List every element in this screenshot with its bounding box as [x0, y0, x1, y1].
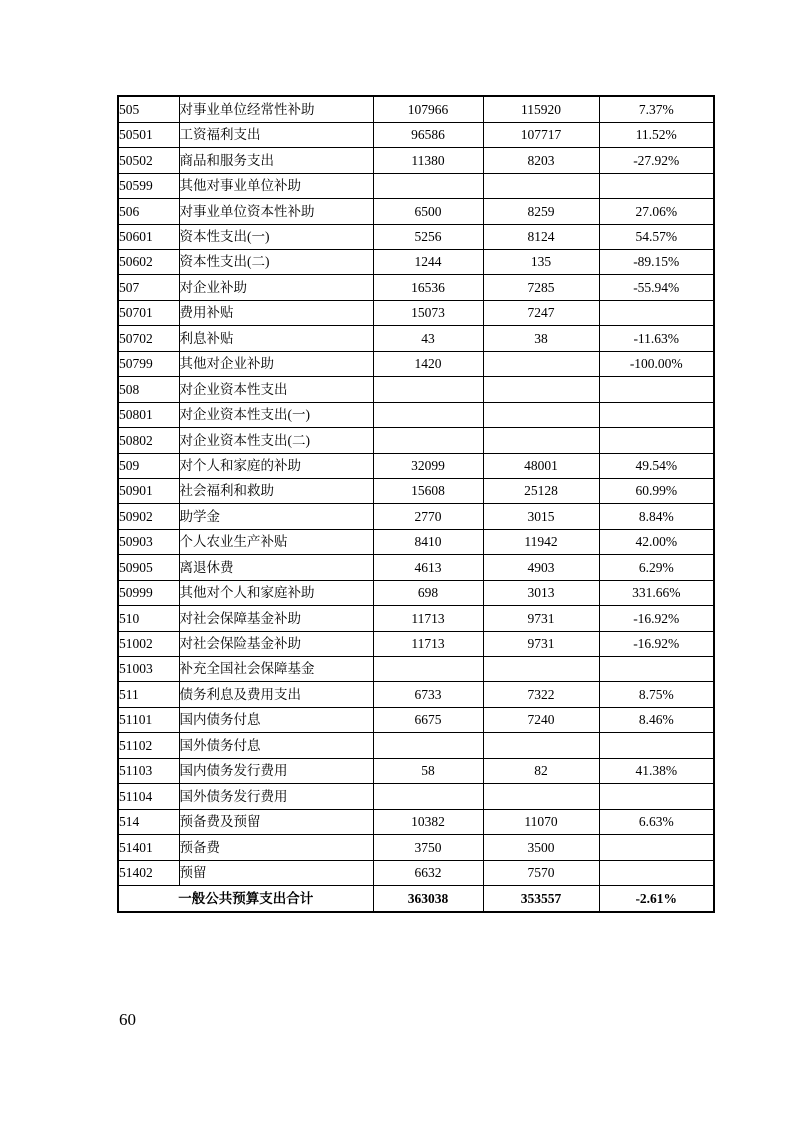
value-2-cell: 7247	[483, 300, 599, 325]
value-1-cell	[373, 657, 483, 682]
item-name-cell: 工资福利支出	[179, 122, 373, 147]
item-name-cell: 国外债务发行费用	[179, 784, 373, 809]
table-row	[118, 555, 714, 580]
item-name-cell: 对事业单位资本性补助	[179, 199, 373, 224]
code-cell: 510	[118, 606, 179, 631]
item-name-cell: 其他对个人和家庭补助	[179, 580, 373, 605]
code-cell: 50501	[118, 122, 179, 147]
value-1-cell: 6500	[373, 199, 483, 224]
item-name-cell: 社会福利和救助	[179, 478, 373, 503]
change-pct-cell	[599, 784, 714, 809]
value-2-cell: 8203	[483, 148, 599, 173]
item-name-cell: 资本性支出(一)	[179, 224, 373, 249]
value-1-cell	[373, 402, 483, 427]
code-cell: 50903	[118, 529, 179, 554]
value-2-cell: 107717	[483, 122, 599, 147]
value-1-cell	[373, 428, 483, 453]
total-label: 一般公共预算支出合计	[118, 886, 373, 912]
change-pct-cell	[599, 428, 714, 453]
change-pct-cell: -16.92%	[599, 631, 714, 656]
change-pct-cell: 41.38%	[599, 758, 714, 783]
item-name-cell: 对社会保险基金补助	[179, 631, 373, 656]
value-2-cell: 9731	[483, 631, 599, 656]
code-cell: 50599	[118, 173, 179, 198]
value-1-cell: 10382	[373, 809, 483, 834]
change-pct-cell: 54.57%	[599, 224, 714, 249]
value-2-cell: 3013	[483, 580, 599, 605]
budget-table	[117, 95, 715, 913]
value-1-cell: 43	[373, 326, 483, 351]
value-1-cell: 16536	[373, 275, 483, 300]
item-name-cell: 债务利息及费用支出	[179, 682, 373, 707]
value-2-cell: 38	[483, 326, 599, 351]
table-row	[118, 199, 714, 224]
value-1-cell: 3750	[373, 835, 483, 860]
value-2-cell: 8259	[483, 199, 599, 224]
value-2-cell: 7285	[483, 275, 599, 300]
code-cell: 511	[118, 682, 179, 707]
item-name-cell: 个人农业生产补贴	[179, 529, 373, 554]
change-pct-cell: -27.92%	[599, 148, 714, 173]
value-2-cell	[483, 377, 599, 402]
item-name-cell: 离退休费	[179, 555, 373, 580]
value-2-cell: 7322	[483, 682, 599, 707]
total-change-pct: -2.61%	[599, 886, 714, 912]
value-2-cell: 7240	[483, 707, 599, 732]
item-name-cell: 预备费	[179, 835, 373, 860]
value-2-cell	[483, 784, 599, 809]
table-total-row	[118, 886, 714, 912]
item-name-cell: 国外债务付息	[179, 733, 373, 758]
table-row	[118, 326, 714, 351]
change-pct-cell: 8.75%	[599, 682, 714, 707]
table-row	[118, 122, 714, 147]
value-2-cell: 135	[483, 250, 599, 275]
code-cell: 507	[118, 275, 179, 300]
value-1-cell: 11380	[373, 148, 483, 173]
code-cell: 51402	[118, 860, 179, 886]
code-cell: 506	[118, 199, 179, 224]
value-1-cell: 15073	[373, 300, 483, 325]
table-row	[118, 606, 714, 631]
item-name-cell: 国内债务发行费用	[179, 758, 373, 783]
change-pct-cell: -11.63%	[599, 326, 714, 351]
code-cell: 50905	[118, 555, 179, 580]
table-row	[118, 96, 714, 122]
value-1-cell: 11713	[373, 606, 483, 631]
value-2-cell: 9731	[483, 606, 599, 631]
value-2-cell: 25128	[483, 478, 599, 503]
code-cell: 50801	[118, 402, 179, 427]
value-1-cell: 6632	[373, 860, 483, 886]
code-cell: 508	[118, 377, 179, 402]
code-cell: 505	[118, 96, 179, 122]
item-name-cell: 对企业补助	[179, 275, 373, 300]
table-row	[118, 402, 714, 427]
table-row	[118, 351, 714, 376]
value-2-cell: 4903	[483, 555, 599, 580]
table-row	[118, 682, 714, 707]
code-cell: 50901	[118, 478, 179, 503]
table-row	[118, 250, 714, 275]
value-1-cell: 2770	[373, 504, 483, 529]
table-row	[118, 784, 714, 809]
item-name-cell: 对事业单位经常性补助	[179, 96, 373, 122]
change-pct-cell: 60.99%	[599, 478, 714, 503]
change-pct-cell	[599, 402, 714, 427]
value-2-cell: 115920	[483, 96, 599, 122]
table-row	[118, 835, 714, 860]
code-cell: 50602	[118, 250, 179, 275]
code-cell: 50702	[118, 326, 179, 351]
change-pct-cell	[599, 657, 714, 682]
value-1-cell: 1420	[373, 351, 483, 376]
item-name-cell: 商品和服务支出	[179, 148, 373, 173]
item-name-cell: 助学金	[179, 504, 373, 529]
change-pct-cell	[599, 300, 714, 325]
item-name-cell: 预留	[179, 860, 373, 886]
table-row	[118, 657, 714, 682]
total-value-1: 363038	[373, 886, 483, 912]
change-pct-cell	[599, 733, 714, 758]
item-name-cell: 国内债务付息	[179, 707, 373, 732]
value-1-cell: 11713	[373, 631, 483, 656]
value-1-cell	[373, 784, 483, 809]
total-value-2: 353557	[483, 886, 599, 912]
table-row	[118, 631, 714, 656]
value-2-cell: 11942	[483, 529, 599, 554]
code-cell: 50999	[118, 580, 179, 605]
table-row	[118, 275, 714, 300]
change-pct-cell: 7.37%	[599, 96, 714, 122]
value-1-cell: 107966	[373, 96, 483, 122]
change-pct-cell: 6.29%	[599, 555, 714, 580]
table-row	[118, 733, 714, 758]
table-row	[118, 860, 714, 886]
code-cell: 51104	[118, 784, 179, 809]
value-2-cell: 11070	[483, 809, 599, 834]
value-1-cell: 58	[373, 758, 483, 783]
change-pct-cell: 49.54%	[599, 453, 714, 478]
table-row	[118, 377, 714, 402]
item-name-cell: 资本性支出(二)	[179, 250, 373, 275]
value-1-cell: 15608	[373, 478, 483, 503]
item-name-cell: 预备费及预留	[179, 809, 373, 834]
change-pct-cell: 8.84%	[599, 504, 714, 529]
value-2-cell: 82	[483, 758, 599, 783]
item-name-cell: 对企业资本性支出	[179, 377, 373, 402]
table-row	[118, 707, 714, 732]
value-2-cell: 7570	[483, 860, 599, 886]
table-row	[118, 300, 714, 325]
value-1-cell	[373, 173, 483, 198]
value-1-cell: 8410	[373, 529, 483, 554]
code-cell: 50601	[118, 224, 179, 249]
code-cell: 50701	[118, 300, 179, 325]
change-pct-cell: 27.06%	[599, 199, 714, 224]
change-pct-cell	[599, 173, 714, 198]
item-name-cell: 利息补贴	[179, 326, 373, 351]
table-row	[118, 580, 714, 605]
value-1-cell	[373, 377, 483, 402]
change-pct-cell: 6.63%	[599, 809, 714, 834]
value-2-cell	[483, 733, 599, 758]
change-pct-cell	[599, 377, 714, 402]
item-name-cell: 费用补贴	[179, 300, 373, 325]
table-row	[118, 529, 714, 554]
item-name-cell: 对社会保障基金补助	[179, 606, 373, 631]
code-cell: 50502	[118, 148, 179, 173]
change-pct-cell: 42.00%	[599, 529, 714, 554]
value-2-cell	[483, 428, 599, 453]
table-row	[118, 478, 714, 503]
item-name-cell: 对个人和家庭的补助	[179, 453, 373, 478]
code-cell: 51401	[118, 835, 179, 860]
value-1-cell: 4613	[373, 555, 483, 580]
value-2-cell: 8124	[483, 224, 599, 249]
change-pct-cell	[599, 835, 714, 860]
code-cell: 514	[118, 809, 179, 834]
item-name-cell: 其他对企业补助	[179, 351, 373, 376]
change-pct-cell	[599, 860, 714, 886]
change-pct-cell: 11.52%	[599, 122, 714, 147]
value-2-cell	[483, 657, 599, 682]
table-row	[118, 224, 714, 249]
code-cell: 509	[118, 453, 179, 478]
table-row	[118, 809, 714, 834]
table-row	[118, 504, 714, 529]
code-cell: 50799	[118, 351, 179, 376]
change-pct-cell: -89.15%	[599, 250, 714, 275]
change-pct-cell: -55.94%	[599, 275, 714, 300]
table-row	[118, 453, 714, 478]
code-cell: 51003	[118, 657, 179, 682]
item-name-cell: 对企业资本性支出(一)	[179, 402, 373, 427]
item-name-cell: 补充全国社会保障基金	[179, 657, 373, 682]
change-pct-cell: 331.66%	[599, 580, 714, 605]
value-2-cell	[483, 173, 599, 198]
value-1-cell: 96586	[373, 122, 483, 147]
item-name-cell: 其他对事业单位补助	[179, 173, 373, 198]
code-cell: 50802	[118, 428, 179, 453]
code-cell: 51002	[118, 631, 179, 656]
value-1-cell	[373, 733, 483, 758]
item-name-cell: 对企业资本性支出(二)	[179, 428, 373, 453]
code-cell: 51102	[118, 733, 179, 758]
value-2-cell	[483, 402, 599, 427]
value-1-cell: 6733	[373, 682, 483, 707]
value-2-cell: 3500	[483, 835, 599, 860]
code-cell: 51101	[118, 707, 179, 732]
code-cell: 51103	[118, 758, 179, 783]
value-1-cell: 32099	[373, 453, 483, 478]
value-1-cell: 1244	[373, 250, 483, 275]
value-2-cell: 3015	[483, 504, 599, 529]
page-number: 60	[119, 1010, 136, 1029]
table-body	[118, 96, 714, 886]
value-1-cell: 698	[373, 580, 483, 605]
value-2-cell	[483, 351, 599, 376]
code-cell: 50902	[118, 504, 179, 529]
value-2-cell: 48001	[483, 453, 599, 478]
change-pct-cell: -16.92%	[599, 606, 714, 631]
table-row	[118, 758, 714, 783]
change-pct-cell: -100.00%	[599, 351, 714, 376]
value-1-cell: 5256	[373, 224, 483, 249]
table-row	[118, 148, 714, 173]
change-pct-cell: 8.46%	[599, 707, 714, 732]
table-row	[118, 173, 714, 198]
value-1-cell: 6675	[373, 707, 483, 732]
table-row	[118, 428, 714, 453]
